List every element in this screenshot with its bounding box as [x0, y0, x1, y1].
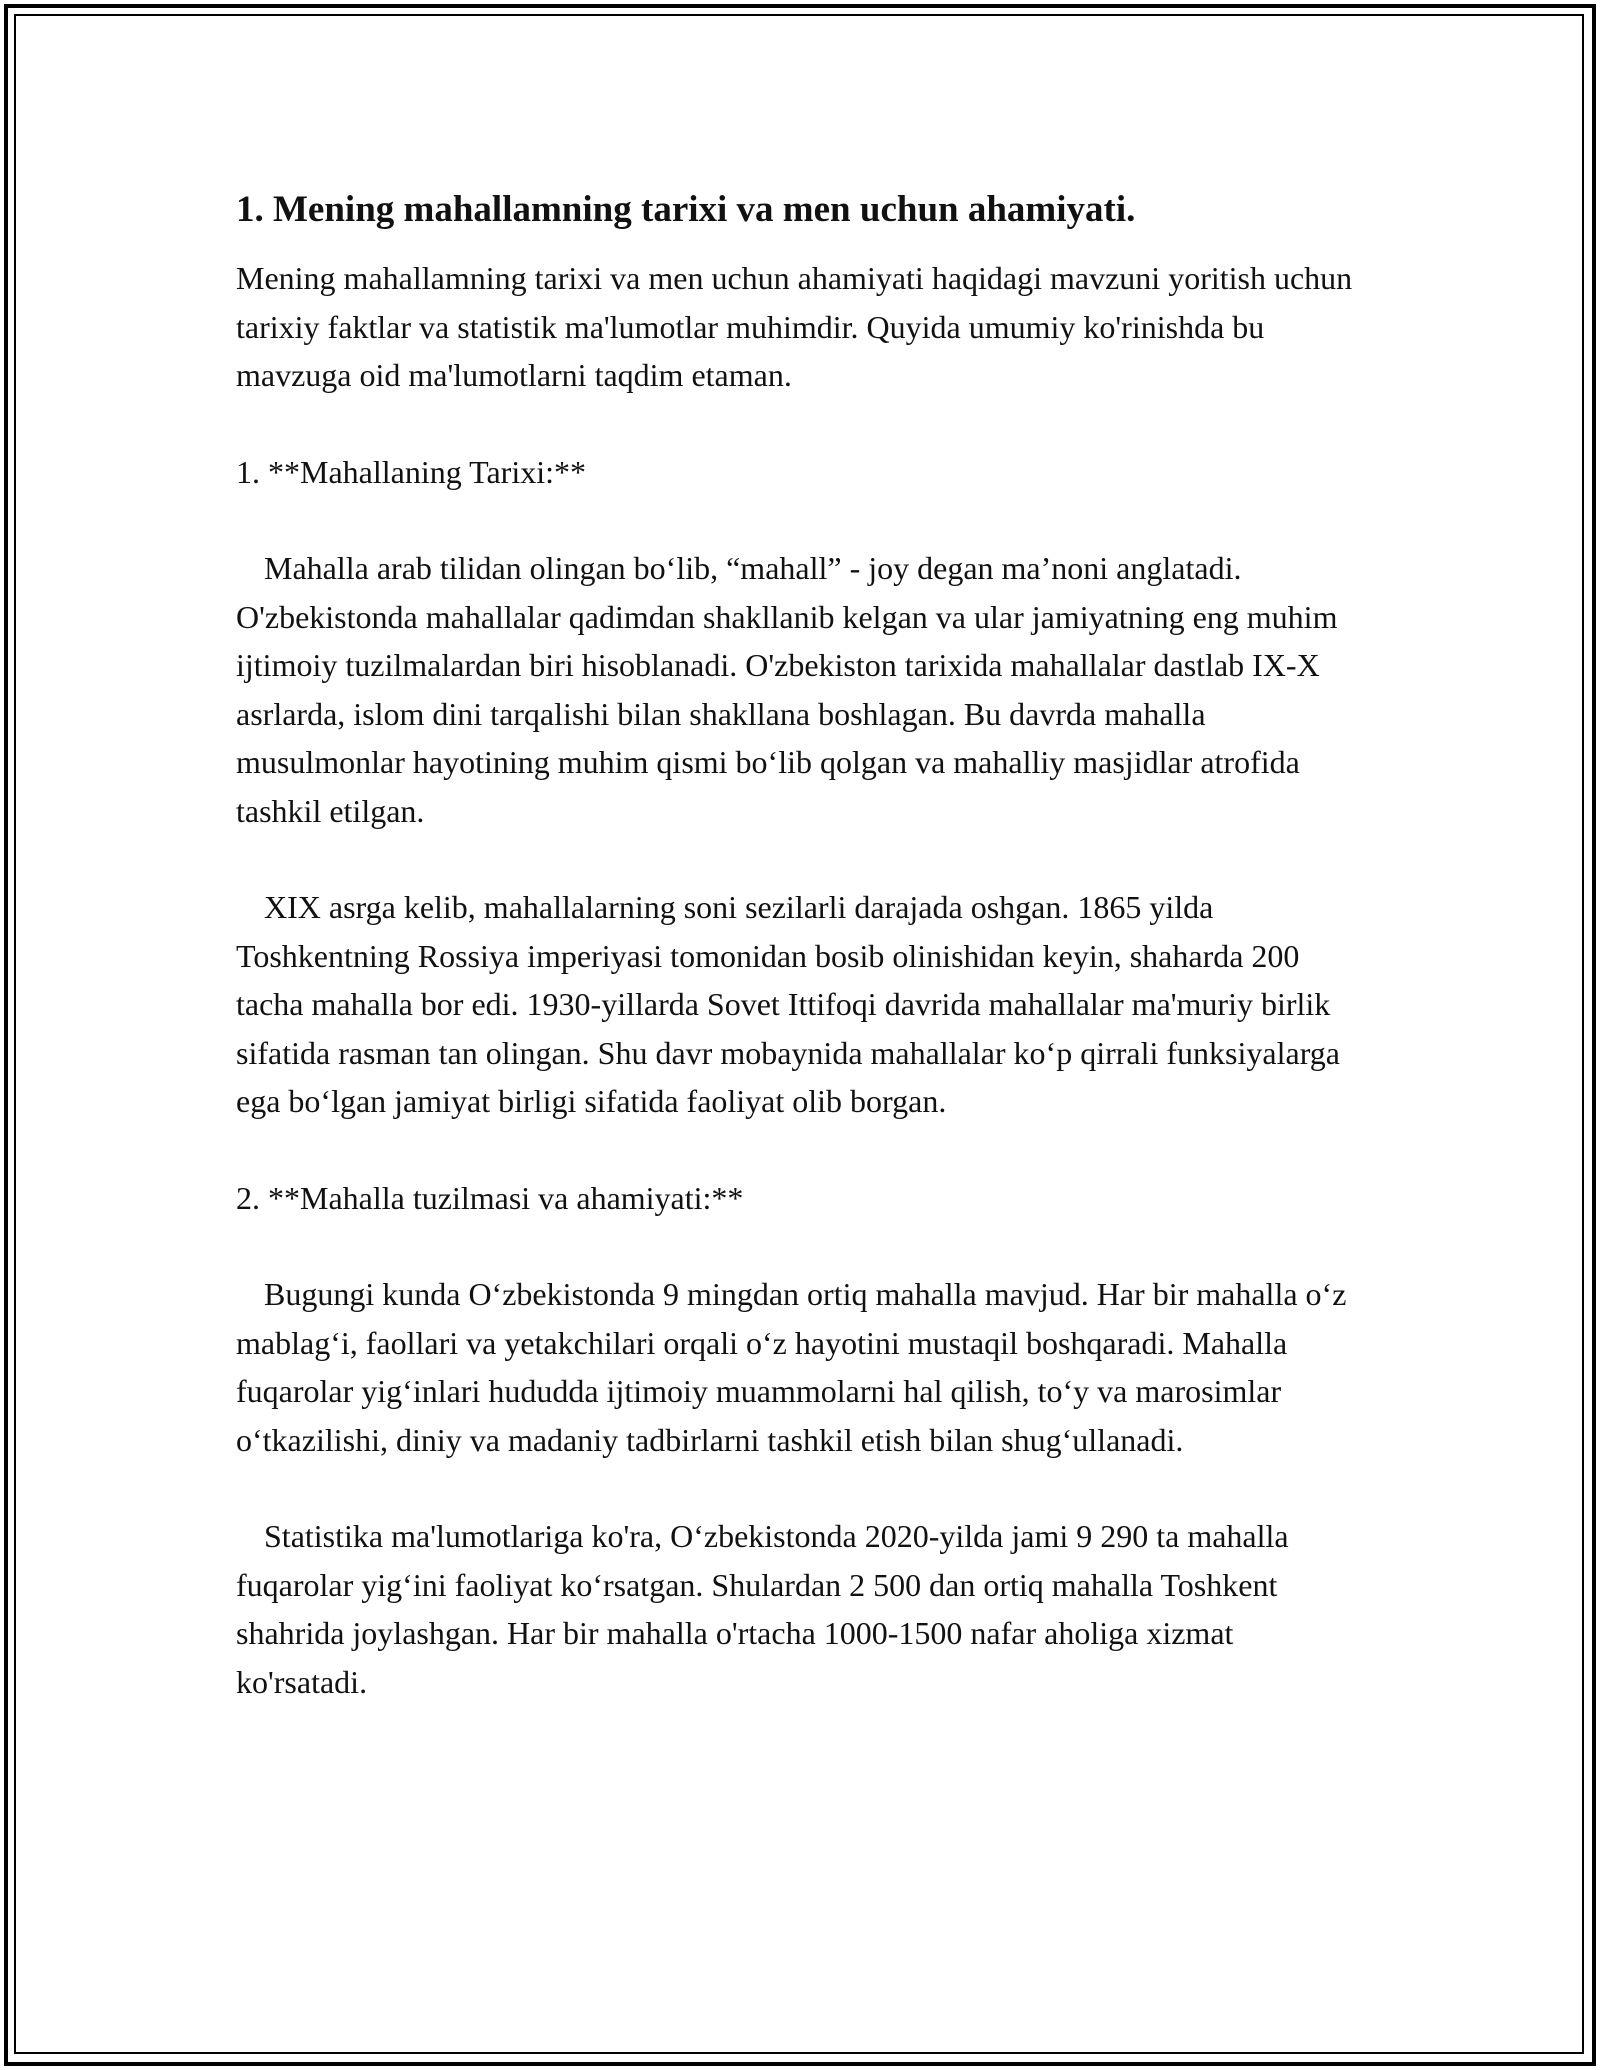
- section-heading-structure: 2. **Mahalla tuzilmasi va ahamiyati:**: [236, 1179, 744, 1216]
- structure-paragraph-2: Statistika ma'lumotlariga ko'ra, Oʻzbekistonda 2020-yilda jami 9 290 ta mahalla fuqarolar yigʻini faoliyat koʻrsatgan. Shulardan 2 500 dan ortiq mahalla Toshkent shahrida joylashgan. Har bir mahalla o'rtacha 1000-1500 nafar aholiga xizmat ko'rsatadi.: [236, 1518, 1289, 1700]
- history-paragraph-1: Mahalla arab tilidan olingan boʻlib, “mahall” - joy degan maʼnoni anglatadi. O'zbekistonda mahallalar qadimdan shakllanib kelgan va ular jamiyatning eng muhim ijtimoiy tuzilmalardan biri hisoblanadi. O'zbekiston tarixida mahallalar dastlab IX-X asrlarda, islom dini tarqalishi bilan shakllana boshlagan. Bu davrda mahalla musulmonlar hayotining muhim qismi boʻlib qolgan va mahalliy masjidlar atrofida tashkil etilgan.: [236, 550, 1338, 829]
- intro-paragraph: Mening mahallamning tarixi va men uchun ahamiyati haqidagi mavzuni yoritish uchun tarixiy faktlar va statistik ma'lumotlar muhimdir. Quyida umumiy ko'rinishda bu mavzuga oid ma'lumotlarni taqdim etaman.: [236, 260, 1353, 393]
- section-heading-history: 1. **Mahallaning Tarixi:**: [236, 453, 586, 490]
- document-title: 1. Mening mahallamning tarixi va men uchun ahamiyati.: [236, 189, 1136, 230]
- structure-paragraph-1: Bugungi kunda Oʻzbekistonda 9 mingdan ortiq mahalla mavjud. Har bir mahalla oʻz mablagʻi, faollari va yetakchilari orqali oʻz hayotini mustaqil boshqaradi. Mahalla fuqarolar yigʻinlari hududda ijtimoiy muammolarni hal qilish, toʻy va marosimlar oʻtkazilishi, diniy va madaniy tadbirlarni tashkil etish bilan shugʻullanadi.: [236, 1276, 1347, 1458]
- document-body: [236, 182, 1364, 1706]
- history-paragraph-2: XIX asrga kelib, mahallalarning soni sezilarli darajada oshgan. 1865 yilda Toshkentning Rossiya imperiyasi tomonidan bosib olinishidan keyin, shaharda 200 tacha mahalla bor edi. 1930-yillarda Sovet Ittifoqi davrida mahallalar ma'muriy birlik sifatida rasman tan olingan. Shu davr mobaynida mahallalar koʻp qirrali funksiyalarga ega boʻlgan jamiyat birligi sifatida faoliyat olib borgan.: [236, 889, 1340, 1119]
